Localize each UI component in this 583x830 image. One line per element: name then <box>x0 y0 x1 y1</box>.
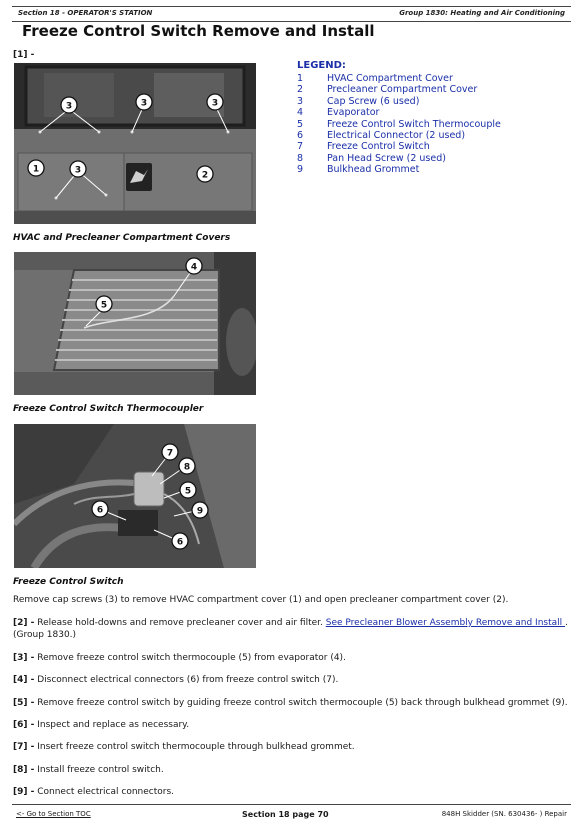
step-4 <box>13 675 338 685</box>
footer-page-number: Section 18 page 70 <box>242 810 329 819</box>
svg-text:8: 8 <box>183 462 191 473</box>
figure-thermocoupler <box>14 252 256 395</box>
step-6-ref: [6] - <box>13 720 35 730</box>
step-9 <box>13 787 174 797</box>
step-3-ref: [3] - <box>13 653 35 663</box>
step-7-ref: [7] - <box>13 742 35 752</box>
legend-item: 5 Freeze Control Switch Thermocouple <box>297 118 501 130</box>
svg-text:6: 6 <box>96 505 104 516</box>
svg-text:5: 5 <box>184 486 192 497</box>
legend-item: 9 Bulkhead Grommet <box>297 164 420 176</box>
step-6 <box>13 720 189 730</box>
step-2-ref: [2] - <box>13 618 35 628</box>
step-5 <box>13 698 568 708</box>
svg-text:5: 5 <box>100 300 108 311</box>
callout-6 <box>172 533 188 549</box>
callout-3 <box>207 94 223 110</box>
callout-4 <box>186 258 202 274</box>
callout-2 <box>197 166 213 182</box>
svg-text:3: 3 <box>211 98 219 109</box>
step-5-text: Remove freeze control switch by guiding freeze control switch thermocouple (5) back through bulkhead grommet (9). <box>37 698 568 708</box>
svg-text:1: 1 <box>32 164 40 175</box>
figure-3-illustration <box>14 424 256 568</box>
step-7 <box>13 742 355 752</box>
header-top-rule <box>12 6 571 7</box>
figure-2-caption: Freeze Control Switch Thermocoupler <box>13 404 204 414</box>
callout-5 <box>96 296 112 312</box>
legend-item: 1 HVAC Compartment Cover <box>297 73 453 84</box>
callout-3 <box>70 161 86 177</box>
svg-text:3: 3 <box>65 101 73 112</box>
step-5-ref: [5] - <box>13 698 35 708</box>
svg-text:3: 3 <box>140 98 148 109</box>
legend-item: 8 Pan Head Screw (2 used) <box>297 152 446 164</box>
header-section-label: Section 18 - OPERATOR'S STATION <box>18 9 153 17</box>
step-3-text: Remove freeze control switch thermocouple (5) from evaporator (4). <box>37 653 346 663</box>
legend-list <box>297 73 501 176</box>
step-2-text: Release hold-downs and remove precleaner cover and air filter. <box>37 618 326 628</box>
precleaner-blower-link[interactable]: See Precleaner Blower Assembly Remove and Install <box>325 618 566 628</box>
legend-item: 7 Freeze Control Switch <box>297 141 430 153</box>
callout-5 <box>180 482 196 498</box>
step-2 <box>13 618 568 628</box>
step-8 <box>13 765 164 775</box>
page-title: Freeze Control Switch Remove and Install <box>22 22 375 40</box>
svg-text:3: 3 <box>74 165 82 176</box>
step-2-line2: (Group 1830.) <box>13 630 77 640</box>
step-1-text: Remove cap screws (3) to remove HVAC compartment cover (1) and open precleaner compartment cover (2). <box>13 595 509 605</box>
figure-3-caption: Freeze Control Switch <box>13 577 124 587</box>
step-6-text: Inspect and replace as necessary. <box>37 720 190 730</box>
step-4-text: Disconnect electrical connectors (6) from freeze control switch (7). <box>37 675 339 685</box>
callout-3 <box>61 97 77 113</box>
figure-freeze-control-switch <box>14 424 256 568</box>
step-4-ref: [4] - <box>13 675 35 685</box>
go-to-section-toc-link[interactable]: <- Go to Section TOC <box>16 810 91 818</box>
step-9-ref: [9] - <box>13 787 35 797</box>
footer-model: 848H Skidder (SN. 630436- ) Repair <box>441 810 567 818</box>
legend-title: LEGEND: <box>297 60 346 71</box>
svg-text:9: 9 <box>196 506 204 517</box>
svg-text:2: 2 <box>201 170 209 181</box>
callout-1 <box>28 160 44 176</box>
callout-7 <box>162 444 178 460</box>
svg-text:6: 6 <box>176 537 184 548</box>
step-9-text: Connect electrical connectors. <box>37 787 175 797</box>
step-7-text: Insert freeze control switch thermocouple through bulkhead grommet. <box>37 742 355 752</box>
legend-item: 3 Cap Screw (6 used) <box>297 95 420 107</box>
step-1-ref: [1] - <box>13 50 35 60</box>
callout-6 <box>92 501 108 517</box>
step-8-text: Install freeze control switch. <box>37 765 164 775</box>
legend-item: 6 Electrical Connector (2 used) <box>297 129 466 141</box>
figure-2-illustration <box>14 252 256 395</box>
legend-item: 2 Precleaner Compartment Cover <box>297 84 478 96</box>
svg-text:7: 7 <box>166 448 174 459</box>
figure-1-caption: HVAC and Precleaner Compartment Covers <box>13 233 231 243</box>
svg-text:4: 4 <box>190 262 198 273</box>
step-2-after: . <box>565 618 568 628</box>
figure-1-illustration <box>14 63 256 224</box>
step-3 <box>13 653 346 663</box>
step-8-ref: [8] - <box>13 765 35 775</box>
header-group-label: Group 1830: Heating and Air Conditioning <box>399 9 565 17</box>
footer-rule <box>12 804 571 805</box>
callout-3 <box>136 94 152 110</box>
callout-8 <box>179 458 195 474</box>
figure-hvac-precleaner-covers <box>14 63 256 224</box>
legend-item: 4 Evaporator <box>297 107 380 119</box>
callout-9 <box>192 502 208 518</box>
